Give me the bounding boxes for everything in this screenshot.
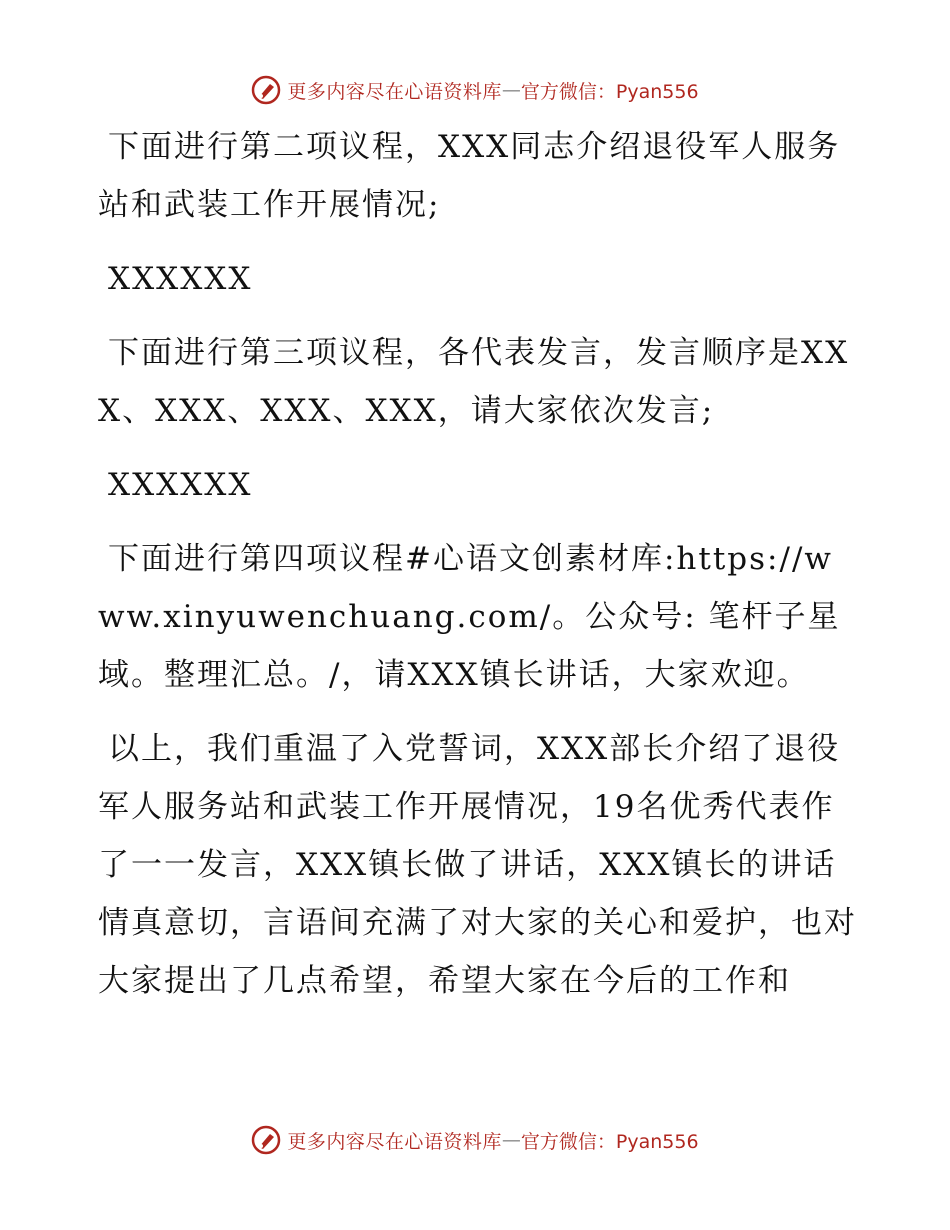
banner-contact-text: 官方微信：Pyan556 [520,1130,699,1153]
paragraph-agenda-item-2: 下面进行第二项议程，XXX同志介绍退役军人服务站和武装工作开展情况; [98,129,841,223]
banner-brand-text: 更多内容尽在心语资料库 [287,1130,502,1153]
header-banner [0,70,950,110]
paragraph-agenda-item-3: 下面进行第三项议程，各代表发言，发言顺序是XXX、XXX、XXX、XXX，请大家依次发言; [98,335,850,429]
paragraph-summary: 以上，我们重温了入党誓词，XXX部长介绍了退役军人服务站和武装工作开展情况，19名优秀代表作了一一发言，XXX镇长做了讲话，XXX镇长的讲话情真意切，言语间充满了对大家的关心和爱护，也对大家提出了几点希望，希望大家在今后的工作和 [98,731,857,999]
banner-separator: — [501,1129,521,1151]
banner-separator: — [501,79,521,101]
document-body [98,118,858,1026]
paragraph-agenda-item-4: 下面进行第四项议程#心语文创素材库:https://www.xinyuwenchuang.com/。公众号: 笔杆子星域。整理汇总。/，请XXX镇长讲话，大家欢迎。 [98,541,841,693]
paragraph-placeholder-1: XXXXXX [108,261,253,297]
banner-brand-text: 更多内容尽在心语资料库 [287,80,502,103]
paragraph-placeholder-2: XXXXXX [108,467,253,503]
banner-contact-text: 官方微信：Pyan556 [520,80,699,103]
pen-nib-logo-icon [251,1125,281,1155]
pen-nib-logo-icon [251,75,281,105]
footer-banner [0,1120,950,1160]
